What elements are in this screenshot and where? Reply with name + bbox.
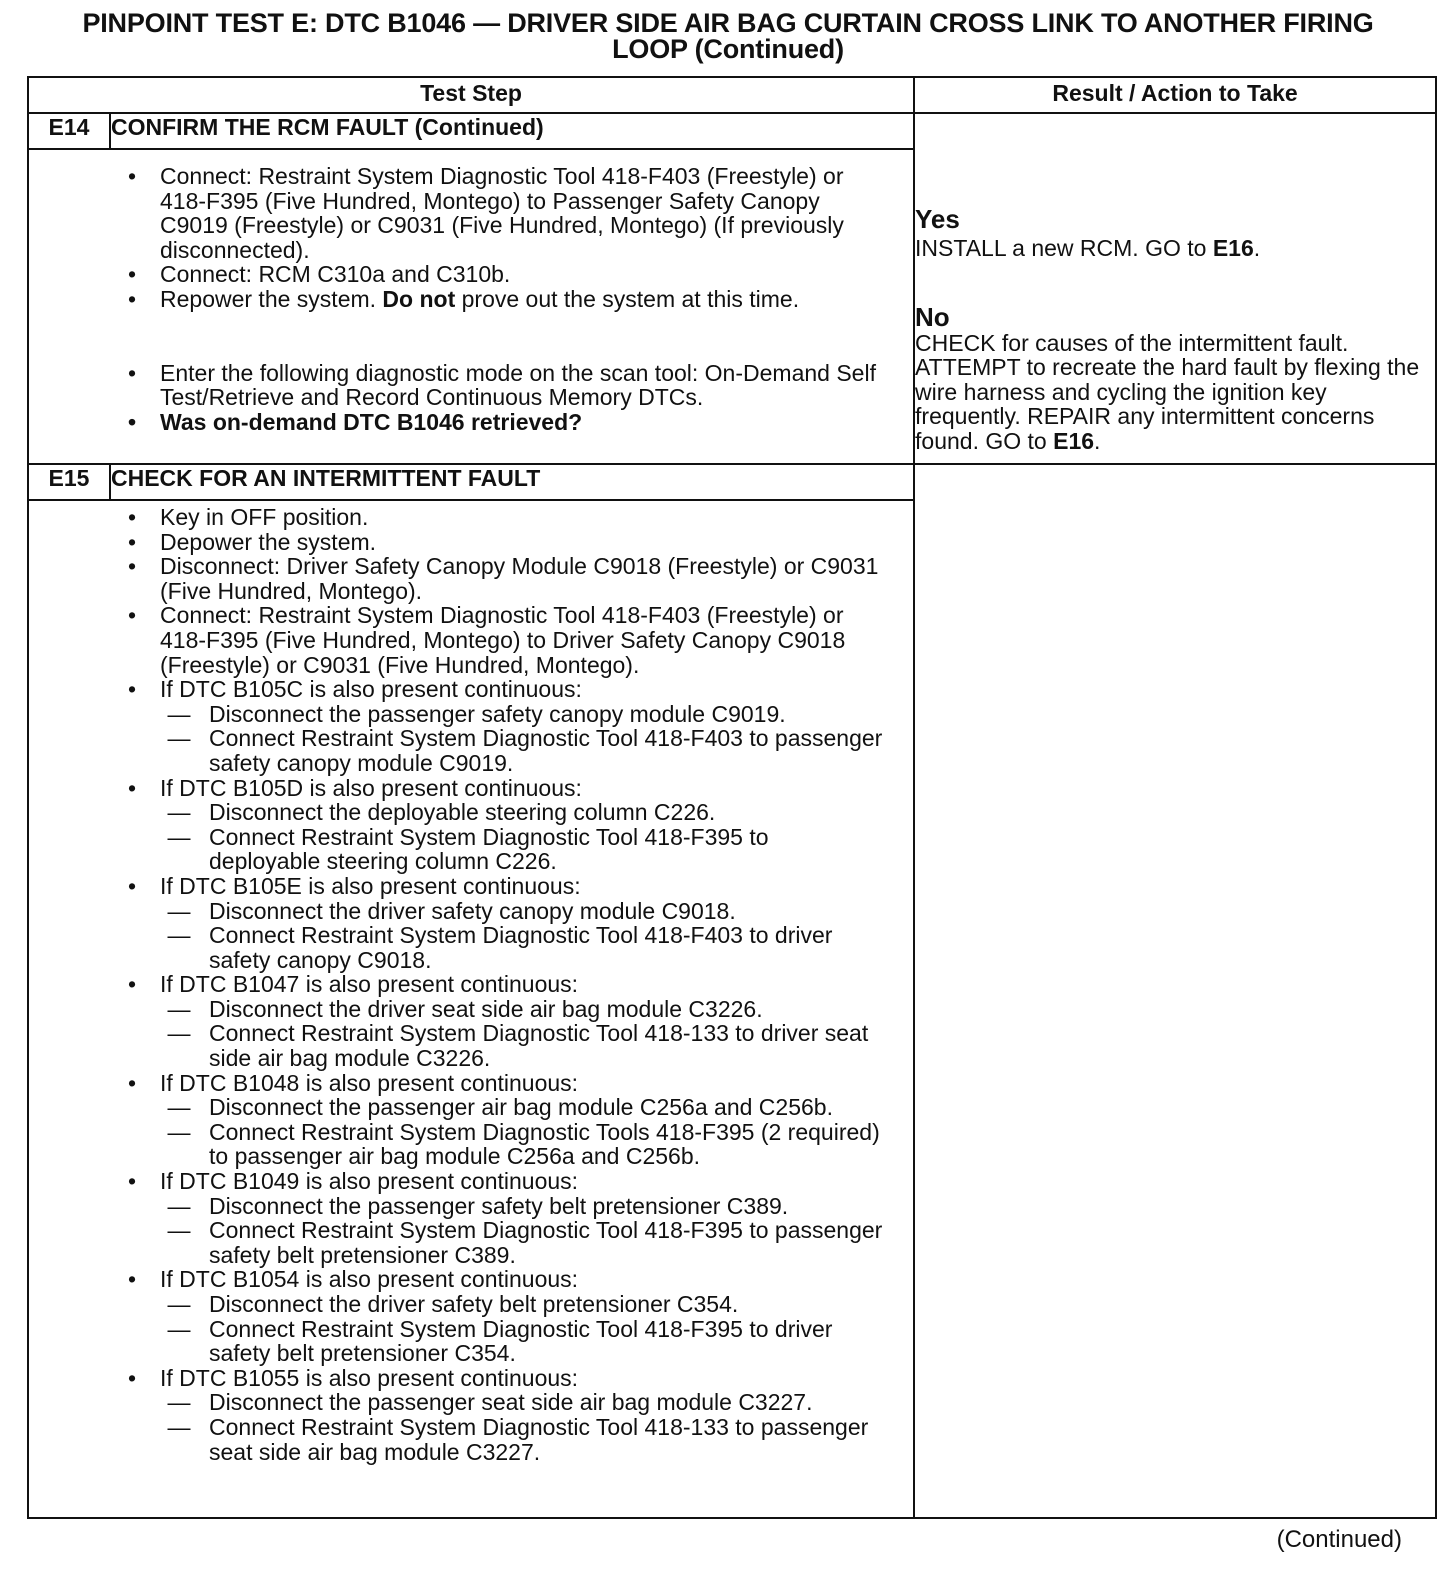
list-item: • If DTC B1047 is also present continuous: xyxy=(29,972,913,997)
bullet-icon: • xyxy=(127,359,137,386)
list-item: • If DTC B105C is also present continuous: xyxy=(29,677,913,702)
list-subitem: — Connect Restraint System Diagnostic Tool 418-F403 to passenger safety canopy module C9019. xyxy=(29,726,913,775)
list-subitem: — Connect Restraint System Diagnostic Tool 418-F403 to driver safety canopy C9018. xyxy=(29,923,913,972)
dash-icon: — xyxy=(167,922,191,949)
list-item: • Repower the system. Do not prove out the system at this time. xyxy=(29,287,913,312)
list-item: • Disconnect: Driver Safety Canopy Module C9018 (Freestyle) or C9031 (Five Hundred, Montego). xyxy=(29,554,913,603)
header-result-action: Result / Action to Take xyxy=(914,77,1436,113)
list-item: • If DTC B1049 is also present continuous: xyxy=(29,1169,913,1194)
dash-icon: — xyxy=(167,725,191,752)
list-subitem: — Disconnect the driver safety canopy module C9018. xyxy=(29,899,913,924)
step-e14-content xyxy=(28,149,914,464)
list-item: • If DTC B105D is also present continuous: xyxy=(29,776,913,801)
step-number-e15: E15 xyxy=(28,464,110,500)
step-e15-content xyxy=(28,500,914,1518)
result-e14 xyxy=(914,113,1436,464)
bullet-icon: • xyxy=(127,774,137,801)
bullet-icon: • xyxy=(127,1168,137,1195)
bullet-icon: • xyxy=(127,261,137,288)
dash-icon: — xyxy=(167,1192,191,1219)
list-item: • Enter the following diagnostic mode on the scan tool: On-Demand Self Test/Retrieve and Record Continuous Memory DTCs. xyxy=(29,361,913,410)
bullet-icon: • xyxy=(127,872,137,899)
step-title-e14: CONFIRM THE RCM FAULT (Continued) xyxy=(110,113,914,149)
result-e15 xyxy=(914,464,1436,1518)
list-item: • If DTC B1055 is also present continuous: xyxy=(29,1366,913,1391)
step-number-e14: E14 xyxy=(28,113,110,149)
list-item: • Connect: RCM C310a and C310b. xyxy=(29,262,913,287)
dash-icon: — xyxy=(167,995,191,1022)
result-e14-yes-action: INSTALL a new RCM. GO to E16. xyxy=(915,235,1261,261)
list-item: • Connect: Restraint System Diagnostic Tool 418-F403 (Freestyle) or 418-F395 (Five Hundred, Montego) to Driver Safety Canopy C9018 (Freestyle) or C9031 (Five Hundred, Montego). xyxy=(29,603,913,677)
bullet-icon: • xyxy=(127,504,137,530)
dash-icon: — xyxy=(167,799,191,826)
list-subitem: — Connect Restraint System Diagnostic Tool 418-F395 to passenger safety belt pretensioner C389. xyxy=(29,1218,913,1267)
dash-icon: — xyxy=(167,1217,191,1244)
bullet-icon: • xyxy=(127,163,137,189)
bullet-icon: • xyxy=(127,285,137,312)
dash-icon: — xyxy=(167,1389,191,1416)
step-e15-title-row xyxy=(28,464,1436,500)
list-subitem: — Disconnect the passenger seat side air bag module C3227. xyxy=(29,1390,913,1415)
dash-icon: — xyxy=(167,1291,191,1317)
goto-e16-link: E16 xyxy=(1053,427,1095,454)
page-title-line-2: LOOP (Continued) xyxy=(612,34,844,64)
list-subitem: — Disconnect the driver seat side air bag module C3226. xyxy=(29,997,913,1022)
bullet-icon: • xyxy=(127,408,137,435)
dash-icon: — xyxy=(167,823,191,850)
list-subitem: — Connect Restraint System Diagnostic Tools 418-F395 (2 required) to passenger air bag module C256a and C256b. xyxy=(29,1120,913,1169)
bullet-icon: • xyxy=(127,553,137,580)
bullet-icon: • xyxy=(127,676,137,703)
pinpoint-test-table xyxy=(27,76,1437,1519)
dash-icon: — xyxy=(167,700,191,727)
list-item: • If DTC B1054 is also present continuous: xyxy=(29,1267,913,1292)
step-e14-list xyxy=(29,164,913,434)
dash-icon: — xyxy=(167,897,191,924)
list-subitem: — Disconnect the passenger safety canopy module C9019. xyxy=(29,702,913,727)
bullet-icon: • xyxy=(127,528,137,555)
bullet-icon: • xyxy=(127,602,137,629)
bullet-icon: • xyxy=(127,1069,137,1096)
list-item: • Was on-demand DTC B1046 retrieved? xyxy=(29,410,913,435)
list-subitem: — Disconnect the deployable steering column C226. xyxy=(29,800,913,825)
step-e14-title-row xyxy=(28,113,1436,149)
list-subitem: — Connect Restraint System Diagnostic Tool 418-F395 to driver safety belt pretensioner C354. xyxy=(29,1317,913,1366)
list-subitem: — Disconnect the passenger air bag module C256a and C256b. xyxy=(29,1095,913,1120)
page-title-line-1: PINPOINT TEST E: DTC B1046 — DRIVER SIDE AIR BAG CURTAIN CROSS LINK TO ANOTHER FIRING xyxy=(82,8,1374,38)
list-item: • If DTC B1048 is also present continuous: xyxy=(29,1071,913,1096)
step-title-e15: CHECK FOR AN INTERMITTENT FAULT xyxy=(110,464,914,500)
list-item: • If DTC B105E is also present continuous: xyxy=(29,874,913,899)
list-subitem: — Connect Restraint System Diagnostic Tool 418-133 to passenger seat side air bag module C3227. xyxy=(29,1415,913,1464)
list-subitem: — Disconnect the driver safety belt pretensioner C354. xyxy=(29,1292,913,1317)
result-e14-no-action: CHECK for causes of the intermittent fault. ATTEMPT to recreate the hard fault by flexing the wire harness and cycling the ignition key frequently. REPAIR any intermittent concerns found. GO to E16. xyxy=(915,329,1420,454)
continued-label: (Continued) xyxy=(1276,1526,1402,1553)
bullet-icon: • xyxy=(127,1364,137,1391)
list-subitem: — Connect Restraint System Diagnostic Tool 418-F395 to deployable steering column C226. xyxy=(29,825,913,874)
list-subitem: — Connect Restraint System Diagnostic Tool 418-133 to driver seat side air bag module C3226. xyxy=(29,1021,913,1070)
list-item: • Key in OFF position. xyxy=(29,505,913,530)
table-header-row xyxy=(28,77,1436,113)
dash-icon: — xyxy=(167,1118,191,1145)
result-e14-yes-label: Yes xyxy=(915,204,960,234)
list-item: • Depower the system. xyxy=(29,530,913,555)
bullet-icon: • xyxy=(127,971,137,998)
header-test-step: Test Step xyxy=(28,77,914,113)
dash-icon: — xyxy=(167,1413,191,1440)
dash-icon: — xyxy=(167,1094,191,1121)
goto-e16-link: E16 xyxy=(1212,235,1254,261)
list-subitem: — Disconnect the passenger safety belt pretensioner C389. xyxy=(29,1194,913,1219)
step-e15-list xyxy=(29,505,913,1464)
page-title xyxy=(0,10,1456,62)
result-e14-no-label: No xyxy=(915,301,950,332)
dash-icon: — xyxy=(167,1315,191,1342)
bullet-icon: • xyxy=(127,1266,137,1293)
dash-icon: — xyxy=(167,1020,191,1047)
list-item: • Connect: Restraint System Diagnostic Tool 418-F403 (Freestyle) or 418-F395 (Five Hundred, Montego) to Passenger Safety Canopy C9019 (Freestyle) or C9031 (Five Hundred, Montego) (If previously disconnected). xyxy=(29,164,913,262)
